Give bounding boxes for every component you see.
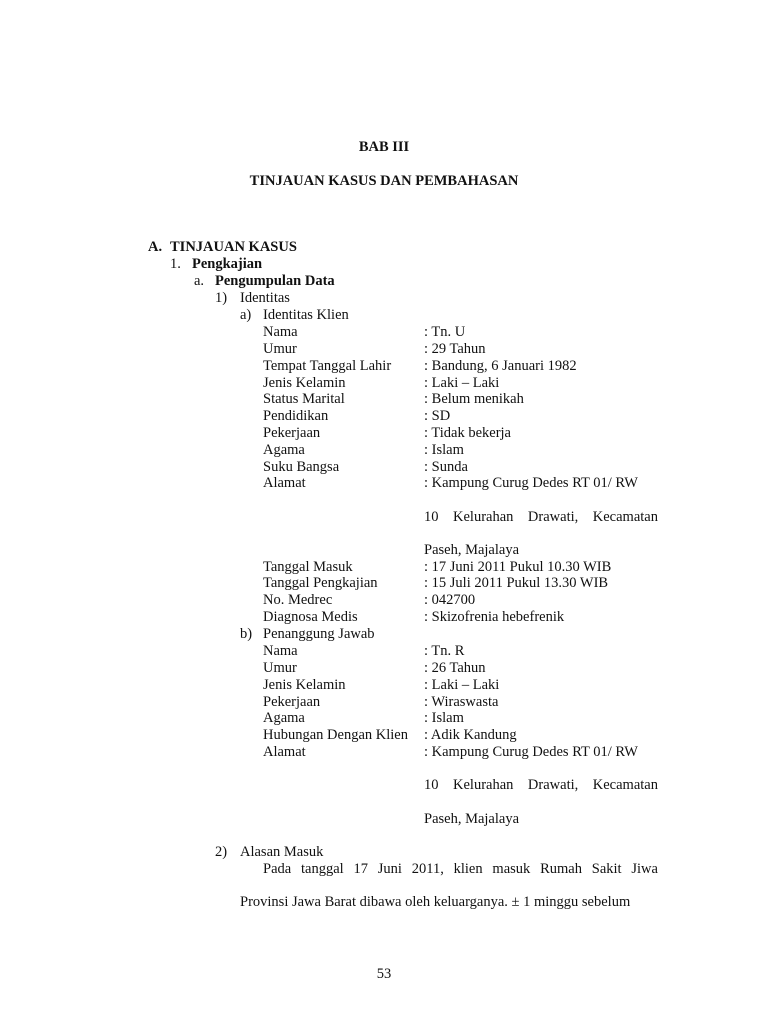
chapter-title: TINJAUAN KASUS DAN PEMBAHASAN [249, 173, 519, 189]
pj-row-value: : Laki – Laki [424, 677, 500, 693]
klien-row-value: : 15 Juli 2011 Pukul 13.30 WIB [424, 575, 609, 591]
pj-alamat-line2 [424, 777, 658, 794]
sub-a-marker: a. [194, 273, 205, 289]
word: Kecamatan [592, 777, 658, 793]
klien-alamat-line3: Paseh, Majalaya [424, 542, 520, 558]
word: 2011, [411, 861, 444, 877]
sub-1-title: Pengkajian [192, 256, 263, 272]
alasan-para-line1 [263, 861, 658, 878]
pj-alamat-line3: Paseh, Majalaya [424, 811, 520, 827]
klien-row-label: Tanggal Pengkajian [263, 575, 378, 591]
pj-row-value: : Tn. R [424, 643, 465, 659]
word: klien [453, 861, 483, 877]
word: 17 [353, 861, 368, 877]
klien-row-label: No. Medrec [263, 592, 333, 608]
pj-row-label: Alamat [263, 744, 306, 760]
klien-row-value: : 17 Juni 2011 Pukul 10.30 WIB [424, 559, 612, 575]
word: Kecamatan [592, 509, 658, 525]
klien-row-label: Pendidikan [263, 408, 329, 424]
pj-row-label: Hubungan Dengan Klien [263, 727, 408, 743]
klien-row-label: Nama [263, 324, 298, 340]
klien-row-value: : Islam [424, 442, 464, 458]
word: masuk [492, 861, 531, 877]
word: Kelurahan [453, 509, 514, 525]
item-2-marker: 2) [215, 844, 228, 860]
item-2-title: Alasan Masuk [240, 844, 324, 860]
klien-row-value: : Tn. U [424, 324, 466, 340]
klien-row-label: Diagnosa Medis [263, 609, 358, 625]
word: Rumah [540, 861, 582, 877]
klien-row-label: Tempat Tanggal Lahir [263, 358, 392, 374]
pj-row-value: : Kampung Curug Dedes RT 01/ RW [424, 744, 638, 760]
klien-row-label: Status Marital [263, 391, 345, 407]
sub-1-marker: 1. [170, 256, 181, 272]
word: Jiwa [631, 861, 658, 877]
word: Juni [377, 861, 402, 877]
identitas-klien-title: Identitas Klien [263, 307, 349, 323]
word: Pada [263, 861, 292, 877]
section-a-marker: A. [148, 239, 163, 255]
penanggung-jawab-title: Penanggung Jawab [263, 626, 375, 642]
pj-row-label: Nama [263, 643, 298, 659]
word: Drawati, [527, 509, 579, 525]
pj-row-value: : Wiraswasta [424, 694, 499, 710]
klien-row-value: : Bandung, 6 Januari 1982 [424, 358, 577, 374]
section-a-title: TINJAUAN KASUS [170, 239, 297, 255]
item-1-title: Identitas [240, 290, 290, 306]
word: 10 [424, 777, 439, 793]
identitas-klien-marker: a) [240, 307, 252, 323]
word: tanggal [300, 861, 344, 877]
page-number: 53 [376, 966, 392, 982]
klien-row-label: Pekerjaan [263, 425, 321, 441]
klien-row-value: : Belum menikah [424, 391, 524, 407]
klien-row-value: : 042700 [424, 592, 476, 608]
klien-row-label: Tanggal Masuk [263, 559, 353, 575]
klien-row-value: : Kampung Curug Dedes RT 01/ RW [424, 475, 638, 491]
pj-row-label: Pekerjaan [263, 694, 321, 710]
penanggung-jawab-marker: b) [240, 626, 253, 642]
klien-row-label: Jenis Kelamin [263, 375, 346, 391]
klien-row-label: Alamat [263, 475, 306, 491]
klien-row-value: : Tidak bekerja [424, 425, 511, 441]
pj-row-value: : Islam [424, 710, 464, 726]
klien-row-value: : Sunda [424, 459, 468, 475]
alasan-para-line2: Provinsi Jawa Barat dibawa oleh keluarganya. ± 1 minggu sebelum [240, 894, 631, 910]
klien-row-label: Suku Bangsa [263, 459, 340, 475]
klien-row-value: : SD [424, 408, 451, 424]
klien-row-label: Agama [263, 442, 305, 458]
word: Kelurahan [453, 777, 514, 793]
klien-row-label: Umur [263, 341, 297, 357]
klien-alamat-line2 [424, 509, 658, 526]
pj-row-label: Agama [263, 710, 305, 726]
klien-row-value: : Skizofrenia hebefrenik [424, 609, 565, 625]
word: Drawati, [527, 777, 579, 793]
klien-row-value: : Laki – Laki [424, 375, 500, 391]
pj-row-value: : 26 Tahun [424, 660, 486, 676]
chapter-label: BAB III [358, 139, 410, 155]
pj-row-label: Jenis Kelamin [263, 677, 346, 693]
word: 10 [424, 509, 439, 525]
klien-row-value: : 29 Tahun [424, 341, 486, 357]
word: Sakit [591, 861, 622, 877]
sub-a-title: Pengumpulan Data [215, 273, 335, 289]
item-1-marker: 1) [215, 290, 228, 306]
pj-row-label: Umur [263, 660, 297, 676]
pj-row-value: : Adik Kandung [424, 727, 517, 743]
